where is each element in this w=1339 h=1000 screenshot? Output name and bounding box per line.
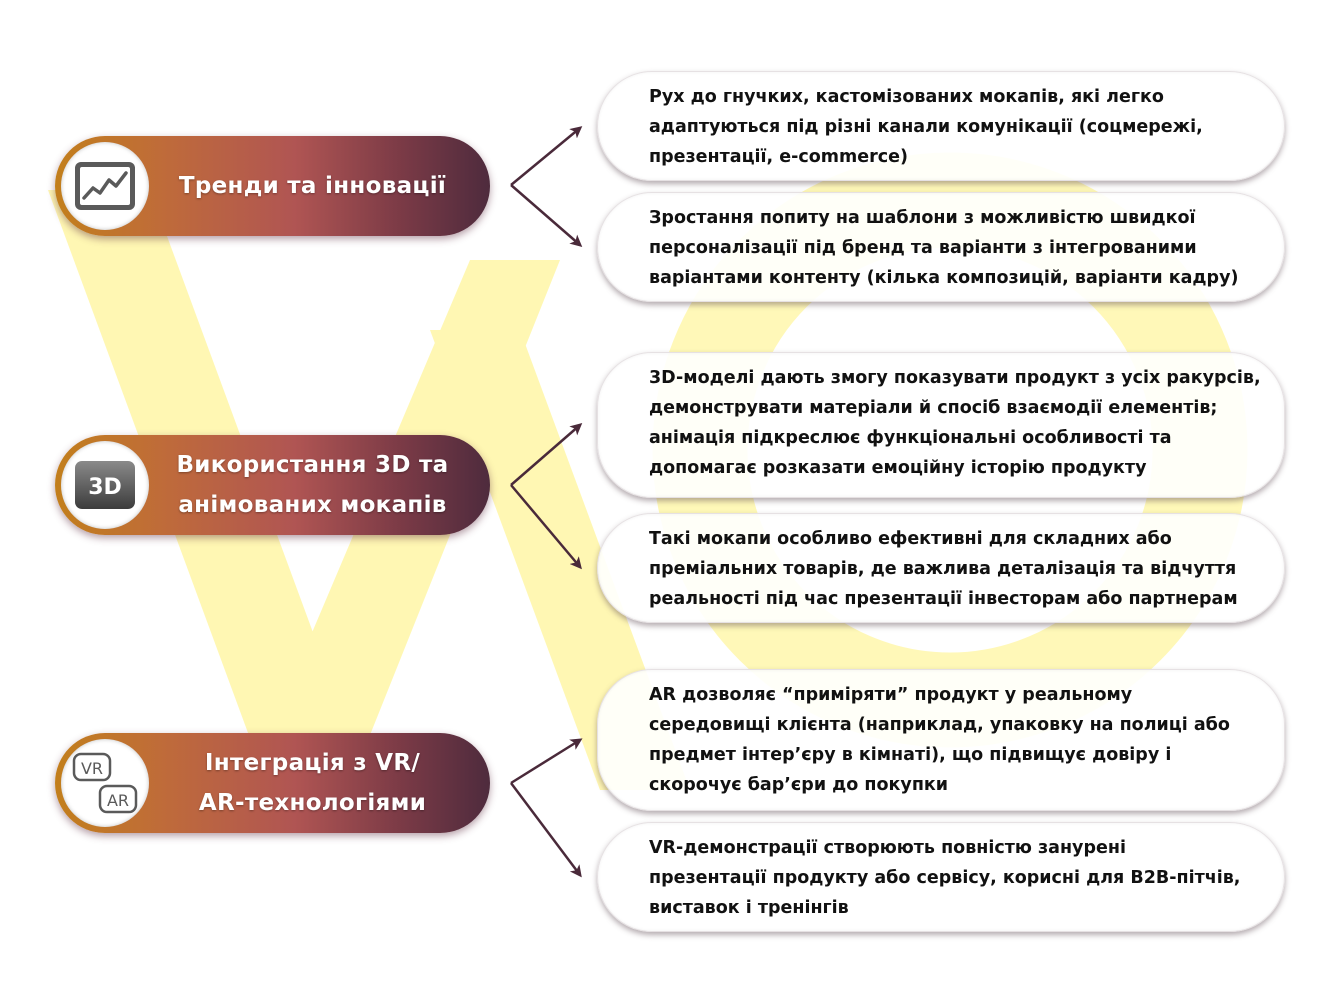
note-line: презентації продукту або сервісу, корисні для B2B-пітчів, xyxy=(649,868,1241,888)
vr-icon-text: VR xyxy=(80,759,104,778)
topic-label-line: Використання 3D та xyxy=(176,452,449,478)
note-line: персоналізації під бренд та варіанти з інтегрованими xyxy=(649,238,1197,258)
connector-arrow xyxy=(511,128,580,185)
note-line: Зростання попиту на шаблони з можливістю швидкої xyxy=(649,208,1196,228)
note-line: виставок і тренінгів xyxy=(649,898,849,918)
note-line: реальності під час презентації інвесторам або партнерам xyxy=(649,589,1238,609)
topic-trends xyxy=(55,136,490,236)
note-line: 3D-моделі дають змогу показувати продукт з усіх ракурсів, xyxy=(649,368,1261,388)
topic-label-line: анімованих мокапів xyxy=(178,492,447,518)
topic-label xyxy=(165,733,460,833)
vr-ar-icon xyxy=(61,739,149,827)
topic-label xyxy=(165,136,460,236)
note-card xyxy=(597,822,1285,932)
note-line: AR дозволяє “приміряти” продукт у реальному xyxy=(649,685,1133,705)
topic-label-line: AR-технологіями xyxy=(198,790,427,816)
note-line: преміальних товарів, де важлива деталізація та відчуття xyxy=(649,559,1237,579)
note-line: анімація підкреслює функціональні особливості та xyxy=(649,428,1172,448)
note-line: скорочує бар’єри до покупки xyxy=(649,775,949,795)
note-card xyxy=(597,669,1285,811)
connector-arrow xyxy=(511,185,580,245)
topic-label xyxy=(165,435,460,535)
topic-3d-animated xyxy=(55,435,490,535)
topic-label-line: Тренди та інновації xyxy=(178,173,447,199)
note-line: предмет інтер’єру в кімнаті), що підвищує довіру і xyxy=(649,745,1172,765)
note-line: демонструвати матеріали й спосіб взаємодії елементів; xyxy=(649,398,1218,418)
connector-arrow xyxy=(511,425,580,485)
note-line: Рух до гнучких, кастомізованих мокапів, які легко xyxy=(649,87,1164,107)
note-line: середовищі клієнта (наприклад, упаковку на полиці або xyxy=(649,715,1230,735)
topic-label-line: Інтеграція з VR/ xyxy=(204,750,421,776)
note-line: варіантами контенту (кілька композицій, варіанти кадру) xyxy=(649,268,1239,288)
ar-icon-text: AR xyxy=(106,791,130,810)
3d-icon xyxy=(61,441,149,529)
topic-vr-ar xyxy=(55,733,490,833)
note-line: допомагає розказати емоційну історію продукту xyxy=(649,458,1147,478)
note-card xyxy=(597,192,1285,302)
note-card xyxy=(597,352,1285,498)
connector-arrow xyxy=(511,485,580,567)
note-line: презентації, e-commerce) xyxy=(649,147,909,167)
3d-icon-text: 3D xyxy=(88,475,122,500)
note-line: VR-демонстрації створюють повністю занурені xyxy=(649,838,1126,858)
connector-arrow xyxy=(511,783,580,875)
connector-arrow xyxy=(511,740,580,783)
trend-chart-icon xyxy=(61,142,149,230)
note-card xyxy=(597,513,1285,623)
note-line: Такі мокапи особливо ефективні для складних або xyxy=(649,529,1172,549)
note-card xyxy=(597,71,1285,181)
note-line: адаптуються під різні канали комунікації (соцмережі, xyxy=(649,117,1203,137)
